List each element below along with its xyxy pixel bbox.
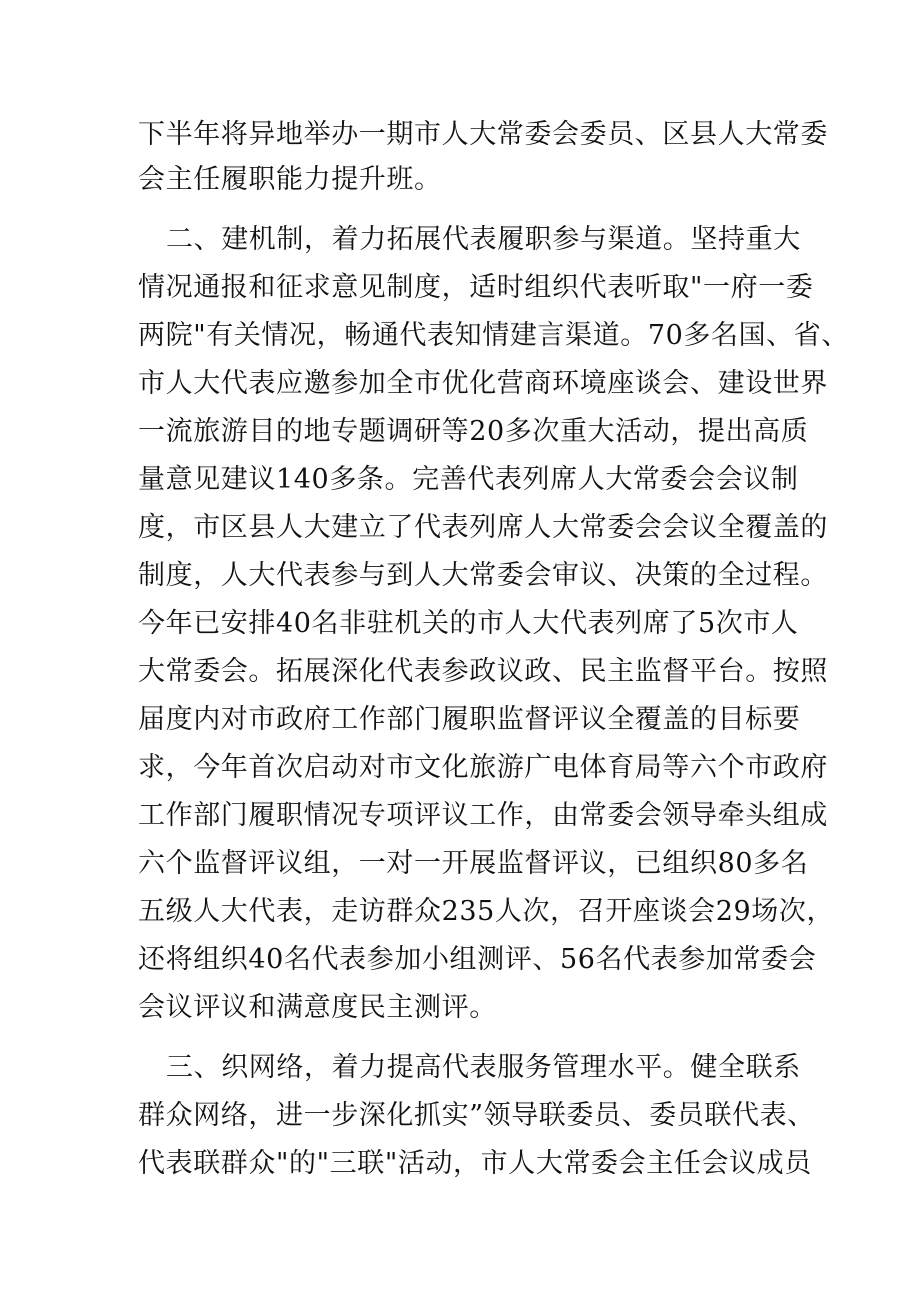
section-heading-line: 二、建机制，着力拓展代表履职参与渠道。坚持重大 (166, 224, 801, 255)
text-line: 会主任履职能力提升班。 (138, 164, 442, 195)
text-line: 代表联群众"的"三联"活动，市人大常委会主任会议成员 (138, 1148, 812, 1179)
text-line: 今年已安排40名非驻机关的市人大代表列席了5次市人 (138, 608, 799, 639)
text-line: 工作部门履职情况专项评议工作，由常委会领导牵头组成 (138, 800, 828, 831)
text-line: 还将组织40名代表参加小组测评、56名代表参加常委会 (138, 944, 817, 975)
text-line: 下半年将异地举办一期市人大常委会委员、区县人大常委 (138, 119, 828, 150)
text-line: 度，市区县人大建立了代表列席人大常委会会议全覆盖的 (138, 512, 828, 543)
text-line: 求，今年首次启动对市文化旅游广电体育局等六个市政府 (138, 752, 828, 783)
section-heading-line: 三、织网络，着力提高代表服务管理水平。健全联系 (166, 1052, 801, 1083)
text-line: 市人大代表应邀参加全市优化营商环境座谈会、建设世界 (138, 368, 828, 399)
text-line: 一流旅游目的地专题调研等20多次重大活动，提出高质 (138, 416, 809, 447)
text-line: 量意见建议140多条。完善代表列席人大常委会会议制 (138, 464, 799, 495)
text-line: 制度，人大代表参与到人大常委会审议、决策的全过程。 (138, 560, 828, 591)
text-line: 会议评议和满意度民主测评。 (138, 992, 497, 1023)
text-line: 届度内对市政府工作部门履职监督评议全覆盖的目标要 (138, 704, 801, 735)
text-line: 情况通报和征求意见制度，适时组织代表听取"一府一委 (138, 272, 814, 303)
text-line: 两院"有关情况，畅通代表知情建言渠道。70多名国、省、 (138, 320, 849, 351)
text-line: 五级人大代表，走访群众235人次，召开座谈会29场次， (138, 896, 835, 927)
text-line: 群众网络，进一步深化抓实”领导联委员、委员联代表、 (138, 1100, 815, 1131)
text-line: 六个监督评议组，一对一开展监督评议，已组织80多名 (138, 848, 809, 879)
text-line: 大常委会。拓展深化代表参政议政、民主监督平台。按照 (138, 656, 828, 687)
